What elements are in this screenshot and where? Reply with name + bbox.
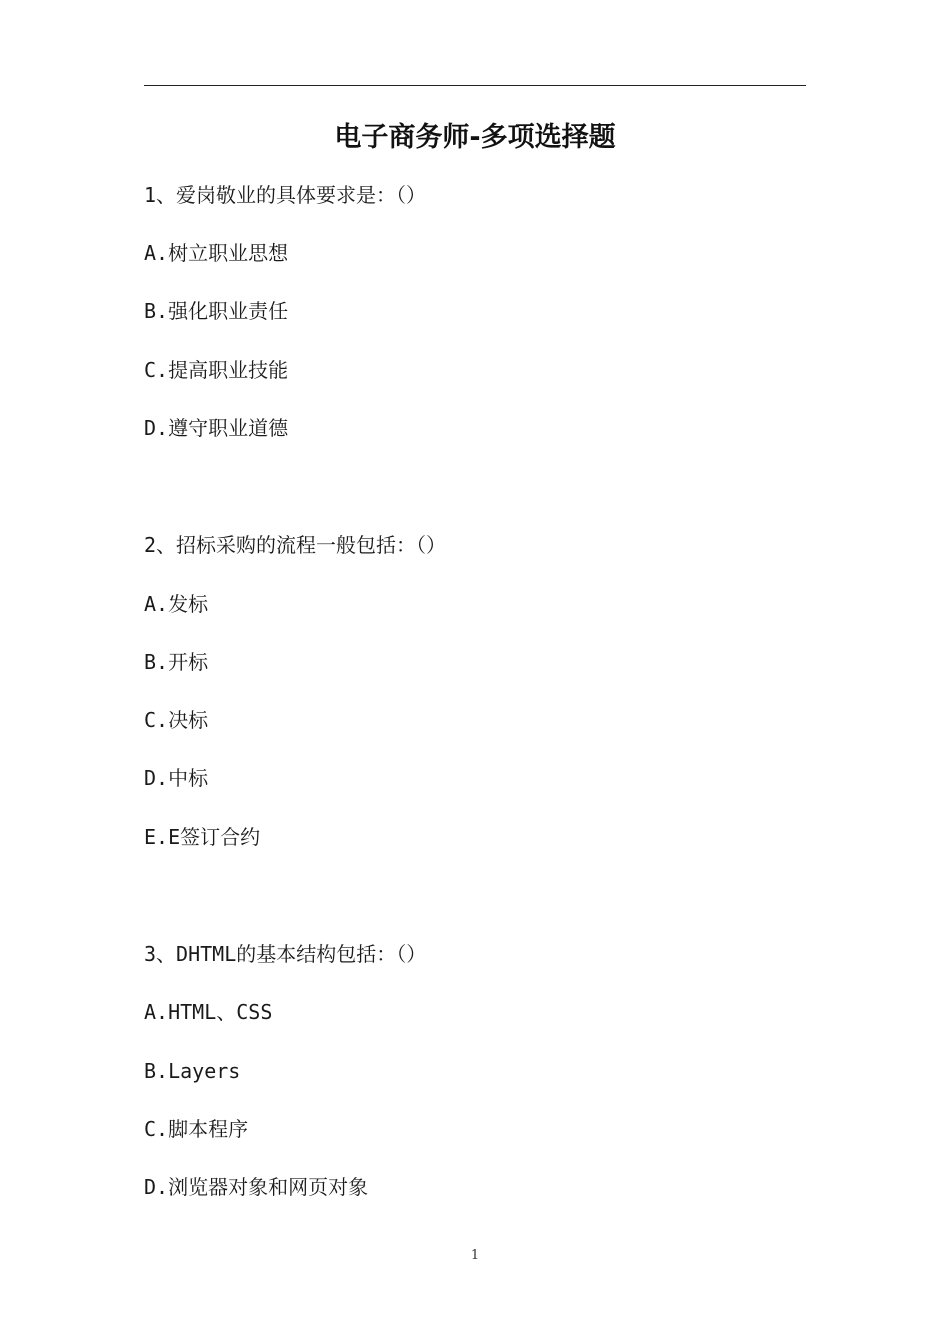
question-2-option-d: D.中标 (144, 766, 209, 790)
question-2-option-c: C.决标 (144, 708, 209, 732)
question-3-option-b: B.Layers (144, 1059, 241, 1083)
question-1-option-b: B.强化职业责任 (144, 299, 289, 323)
question-2-option-e: E.E签订合约 (144, 825, 261, 849)
question-1-stem: 1、爱岗敬业的具体要求是：（） (144, 183, 427, 207)
question-1-option-c: C.提高职业技能 (144, 358, 289, 382)
page-title: 电子商务师-多项选择题 (334, 122, 616, 153)
page-number: 1 (470, 1248, 480, 1263)
question-3-option-a: A.HTML、CSS (144, 1000, 273, 1024)
question-2-option-b: B.开标 (144, 650, 209, 674)
question-2-stem: 2、招标采购的流程一般包括：（） (144, 533, 447, 557)
question-2-option-a: A.发标 (144, 592, 209, 616)
question-3-stem: 3、DHTML的基本结构包括：（） (144, 942, 427, 966)
question-3-option-d: D.浏览器对象和网页对象 (144, 1175, 369, 1199)
header-rule (144, 85, 806, 86)
question-1-option-d: D.遵守职业道德 (144, 416, 289, 440)
question-1-option-a: A.树立职业思想 (144, 241, 289, 265)
question-3-option-c: C.脚本程序 (144, 1117, 249, 1141)
